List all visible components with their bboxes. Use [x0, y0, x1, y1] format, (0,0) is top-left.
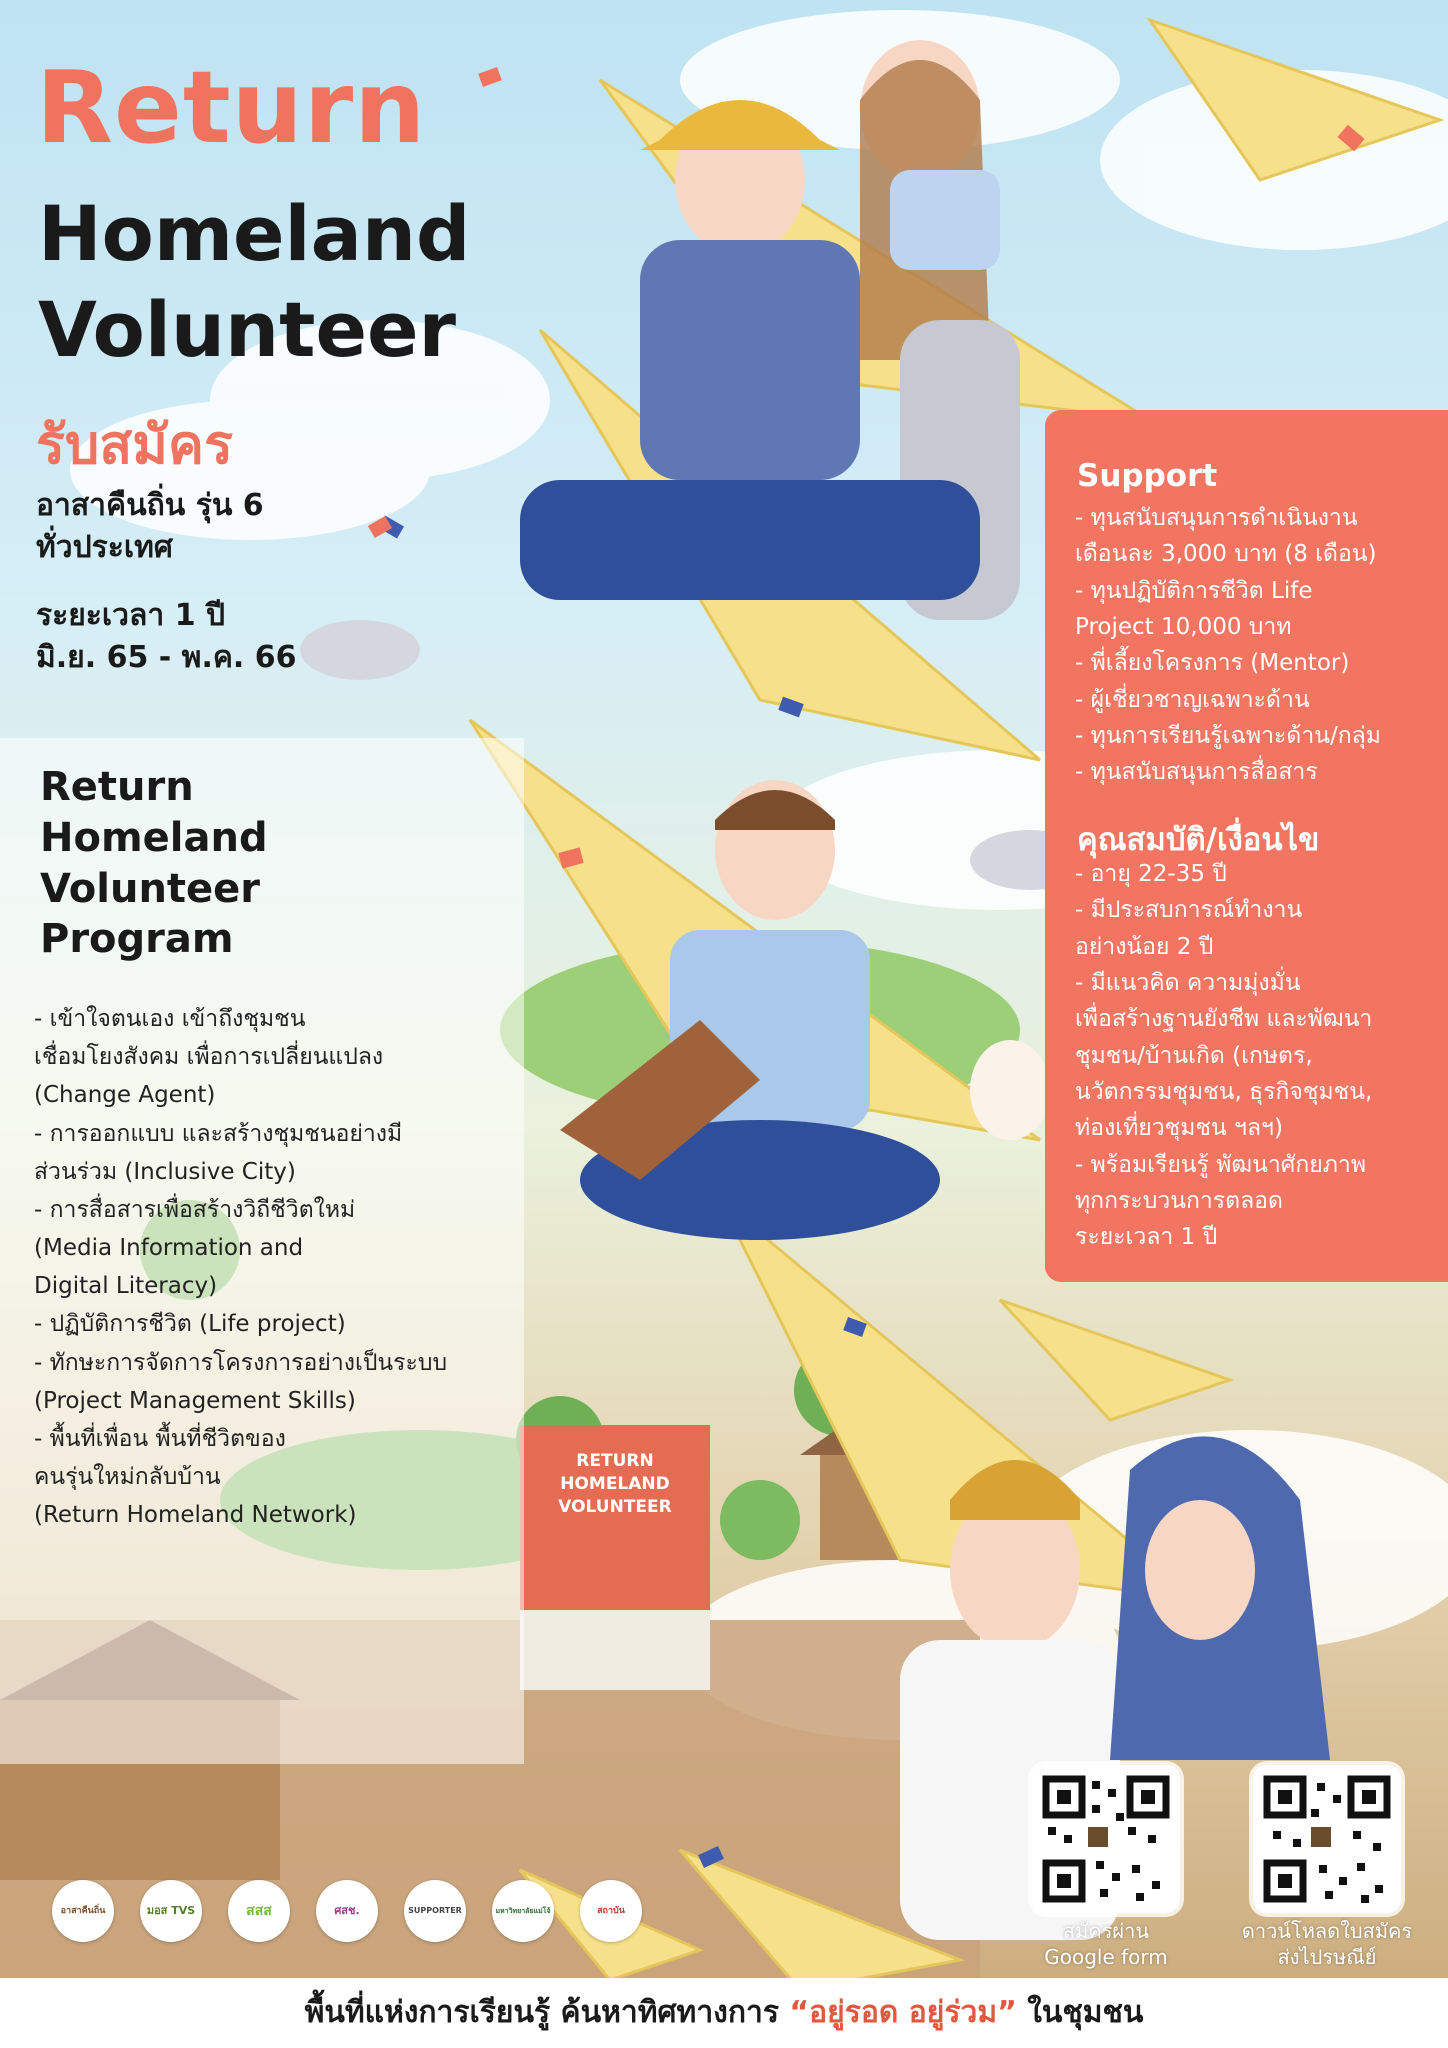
logo-label: มอส TVS: [146, 1904, 196, 1917]
support-title: Support: [1077, 458, 1218, 494]
qualification-item-line: ท่องเที่ยวชุมชน ฯลฯ): [1075, 1115, 1283, 1142]
qualification-item: [1075, 1147, 1435, 1256]
support-item: [1075, 500, 1435, 573]
qualification-item-line: อย่างน้อย 2 ปี: [1075, 933, 1214, 960]
sign-text: [520, 1450, 710, 1519]
program-item-line: - การออกแบบ และสร้างชุมชนอย่างมี: [34, 1120, 403, 1147]
logo-sss: [228, 1880, 290, 1942]
logo-label: สถาบัน: [597, 1906, 625, 1916]
qualification-item-line: - มีประสบการณ์ทำงาน: [1075, 897, 1303, 924]
batch-text: อาสาคืนถิ่น รุ่น 6: [36, 488, 264, 523]
program-item-line: - การสื่อสารเพื่อสร้างวิถีชีวิตใหม่: [34, 1196, 356, 1223]
title-homeland: Homeland: [38, 189, 471, 278]
support-item-line: - ทุนการเรียนรู้เฉพาะด้าน/กลุ่ม: [1075, 722, 1381, 749]
support-item-line: - ทุนสนับสนุนการสื่อสาร: [1075, 759, 1318, 786]
qualification-item-line: ชุมชน/บ้านเกิด (เกษตร,: [1075, 1042, 1313, 1069]
program-item-line: Digital Literacy): [34, 1273, 218, 1300]
logo-label: อาสาคืนถิ่น: [60, 1906, 106, 1916]
program-item-line: (Change Agent): [34, 1082, 216, 1109]
footer-highlight: “อยู่รอด อยู่ร่วม”: [789, 1995, 1017, 2030]
qr-label-line: Google form: [1044, 1945, 1168, 1969]
support-item-line: - ทุนสนับสนุนการดำเนินงาน: [1075, 505, 1358, 531]
qualification-item-line: นวัตกรรมชุมชน, ธุรกิจชุมชน,: [1075, 1078, 1373, 1105]
program-item: [34, 1420, 524, 1535]
support-item: [1075, 718, 1435, 754]
support-item-line: - พี่เลี้ยงโครงการ (Mentor): [1075, 650, 1350, 677]
qualification-item-line: - พร้อมเรียนรู้ พัฒนาศักยภาพ: [1075, 1151, 1366, 1178]
program-title-line: Program: [40, 916, 234, 963]
program-item-line: - พื้นที่เพื่อน พื้นที่ชีวิตของ: [34, 1425, 286, 1452]
recruit-heading: รับสมัคร: [36, 413, 233, 476]
sign-line2: HOMELAND: [560, 1473, 670, 1494]
qualification-item: [1075, 856, 1435, 892]
program-item: [34, 1000, 524, 1115]
duration-label: ระยะเวลา 1 ปี: [36, 598, 226, 633]
qr-code-icon: [1253, 1765, 1401, 1913]
program-item: [34, 1344, 524, 1420]
support-item-line: เดือนละ 3,000 บาท (8 เดือน): [1075, 541, 1377, 568]
support-item-line: Project 10,000 บาท: [1075, 613, 1292, 640]
program-title-line: Return: [40, 764, 194, 810]
qr-code-download-form[interactable]: [1253, 1765, 1401, 1913]
program-item-line: เชื่อมโยงสังคม เพื่อการเปลี่ยนแปลง: [34, 1044, 384, 1071]
logo-label: มหาวิทยาลัยแม่โจ้: [495, 1907, 551, 1915]
program-item: [34, 1305, 524, 1343]
logo-supporter: [404, 1880, 466, 1942]
logo-sorsorchor: [316, 1880, 378, 1942]
sign-line3: VOLUNTEER: [558, 1496, 672, 1517]
support-item: [1075, 754, 1435, 790]
support-item: [1075, 573, 1435, 646]
title-volunteer: Volunteer: [38, 285, 457, 374]
program-item-line: - เข้าใจตนเอง เข้าถึงชุมชน: [34, 1006, 306, 1032]
program-item-line: (Media Information and: [34, 1235, 304, 1262]
footer-text-before: พื้นที่แห่งการเรียนรู้ ค้นหาทิศทางการ: [304, 1995, 790, 2030]
qr-label-google-form: [1011, 1918, 1201, 1970]
logo-label: สสส: [246, 1903, 272, 1919]
qr-label-download-form: [1232, 1918, 1422, 1970]
support-panel: [1045, 410, 1448, 1282]
program-item-line: - ทักษะการจัดการโครงการอย่างเป็นระบบ: [34, 1349, 448, 1376]
logo-label: SUPPORTER: [408, 1906, 462, 1915]
logo-institute: [580, 1880, 642, 1942]
support-item: [1075, 682, 1435, 718]
logo-mos: [140, 1880, 202, 1942]
support-item-line: - ผู้เชี่ยวชาญเฉพาะด้าน: [1075, 686, 1310, 713]
title-return: Return: [36, 49, 427, 166]
qr-label-line: สมัครผ่าน: [1062, 1919, 1150, 1943]
support-list: [1075, 500, 1435, 791]
qr-code-google-form[interactable]: [1032, 1765, 1180, 1913]
program-item-line: (Project Management Skills): [34, 1387, 356, 1414]
qualification-item-line: ระยะเวลา 1 ปี: [1075, 1224, 1218, 1251]
qualification-item: [1075, 965, 1435, 1147]
support-item: [1075, 645, 1435, 681]
qualification-item-line: เพื่อสร้างฐานยังชีพ และพัฒนา: [1075, 1006, 1373, 1033]
qr-label-line: ส่งไปรษณีย์: [1277, 1945, 1377, 1969]
footer-text-after: ในชุมชน: [1016, 1995, 1144, 2030]
qualifications-title: คุณสมบัติ/เงื่อนไข: [1077, 822, 1320, 858]
program-item: [34, 1191, 524, 1306]
qualifications-list: [1075, 856, 1435, 1256]
program-title: [40, 762, 480, 965]
logo-label: ศสช.: [334, 1904, 360, 1917]
program-title-line: Homeland: [40, 814, 268, 861]
qualification-item-line: - มีแนวคิด ความมุ่งมั่น: [1075, 969, 1301, 996]
qualification-item: [1075, 892, 1435, 965]
scope-text: ทั่วประเทศ: [36, 530, 173, 565]
sign-line1: RETURN: [576, 1451, 654, 1471]
support-item-line: - ทุนปฏิบัติการชีวิต Life: [1075, 577, 1313, 604]
qualification-item-line: ทุกกระบวนการตลอด: [1075, 1187, 1283, 1214]
program-title-line: Volunteer: [40, 865, 261, 912]
program-item-line: (Return Homeland Network): [34, 1502, 357, 1529]
duration-dates: มิ.ย. 65 - พ.ค. 66: [36, 640, 297, 675]
qr-label-line: ดาวน์โหลดใบสมัคร: [1241, 1919, 1413, 1943]
footer-tagline: [0, 1978, 1448, 2048]
program-list: [34, 1000, 524, 1534]
program-item-line: ส่วนร่วม (Inclusive City): [34, 1158, 296, 1185]
program-item: [34, 1115, 524, 1191]
program-item-line: - ปฏิบัติการชีวิต (Life project): [34, 1311, 346, 1338]
logo-maejo-university: [492, 1880, 554, 1942]
qr-code-icon: [1032, 1765, 1180, 1913]
qualification-item-line: - อายุ 22-35 ปี: [1075, 861, 1227, 887]
logo-asa-kuenthin: [52, 1880, 114, 1942]
program-item-line: คนรุ่นใหม่กลับบ้าน: [34, 1464, 221, 1491]
